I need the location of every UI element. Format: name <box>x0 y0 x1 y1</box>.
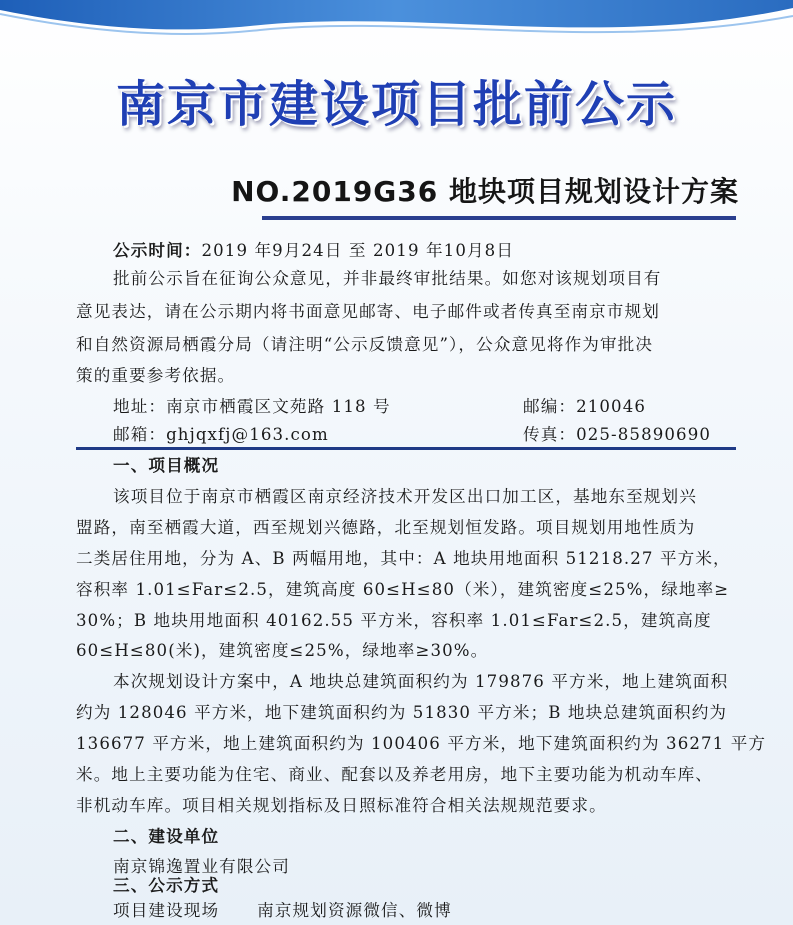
section-heading-overview: 一、项目概况 <box>113 456 220 475</box>
overview-line: 二类居住用地，分为 A、B 两幅用地，其中：A 地块用地面积 51218.27 平方米， <box>76 549 731 568</box>
overview-line: 30%；B 地块用地面积 40162.55 平方米，容积率 1.01≤Far≤2.5，建筑高度 <box>76 611 712 630</box>
plan-line: 本次规划设计方案中，A 地块总建筑面积约为 179876 平方米，地上建筑面积 <box>113 672 729 691</box>
page-title: 南京市建设项目批前公示 <box>115 76 677 133</box>
section-divider <box>76 447 736 450</box>
developer-name: 南京锦逸置业有限公司 <box>113 857 290 876</box>
plan-line: 米。地上主要功能为住宅、商业、配套以及养老用房，地下主要功能为机动车库、 <box>76 765 713 784</box>
overview-line: 盟路，南至栖霞大道，西至规划兴德路，北至规划恒发路。项目规划用地性质为 <box>76 518 696 537</box>
plan-line: 136677 平方米，地上建筑面积约为 100406 平方米，地下建筑面积约为 36271 平方 <box>76 734 767 753</box>
overview-line: 该项目位于南京市栖霞区南京经济技术开发区出口加工区，基地东至规划兴 <box>113 487 697 506</box>
plan-line: 约为 128046 平方米，地下建筑面积约为 51830 平方米；B 地块总建筑面积约为 <box>76 703 728 722</box>
intro-line: 和自然资源局栖霞分局（请注明“公示反馈意见”），公众意见将作为审批决 <box>76 335 654 354</box>
time-value: 2019 年9月24日 至 2019 年10月8日 <box>201 241 515 260</box>
intro-line: 策的重要参考依据。 <box>76 366 236 385</box>
project-subtitle: NO.2019G36 地块项目规划设计方案 <box>231 175 739 208</box>
time-label: 公示时间： <box>113 241 202 260</box>
contact-email[interactable]: 邮箱：ghjqxfj@163.com <box>113 425 329 444</box>
contact-postcode: 邮编：210046 <box>523 397 647 416</box>
contact-fax: 传真：025-85890690 <box>523 425 712 444</box>
intro-line: 意见表达，请在公示期内将书面意见邮寄、电子邮件或者传真至南京市规划 <box>76 302 660 321</box>
overview-line: 容积率 1.01≤Far≤2.5，建筑高度 60≤H≤80（米），建筑密度≤25%，绿地率≥ <box>76 580 730 599</box>
intro-line: 批前公示旨在征询公众意见，并非最终审批结果。如您对该规划项目有 <box>113 269 662 288</box>
overview-line: 60≤H≤80(米)，建筑密度≤25%，绿地率≥30%。 <box>76 641 489 660</box>
method-item: 项目建设现场 <box>113 901 220 920</box>
method-item: 南京规划资源微信、微博 <box>257 901 452 920</box>
plan-line: 非机动车库。项目相关规划指标及日照标准符合相关法规规范要求。 <box>76 796 607 815</box>
publicity-time <box>113 237 514 265</box>
section-heading-unit: 二、建设单位 <box>113 827 220 846</box>
publicity-method <box>113 897 452 925</box>
section-heading-method: 三、公示方式 <box>113 876 220 895</box>
contact-address: 地址：南京市栖霞区文苑路 118 号 <box>113 397 391 416</box>
